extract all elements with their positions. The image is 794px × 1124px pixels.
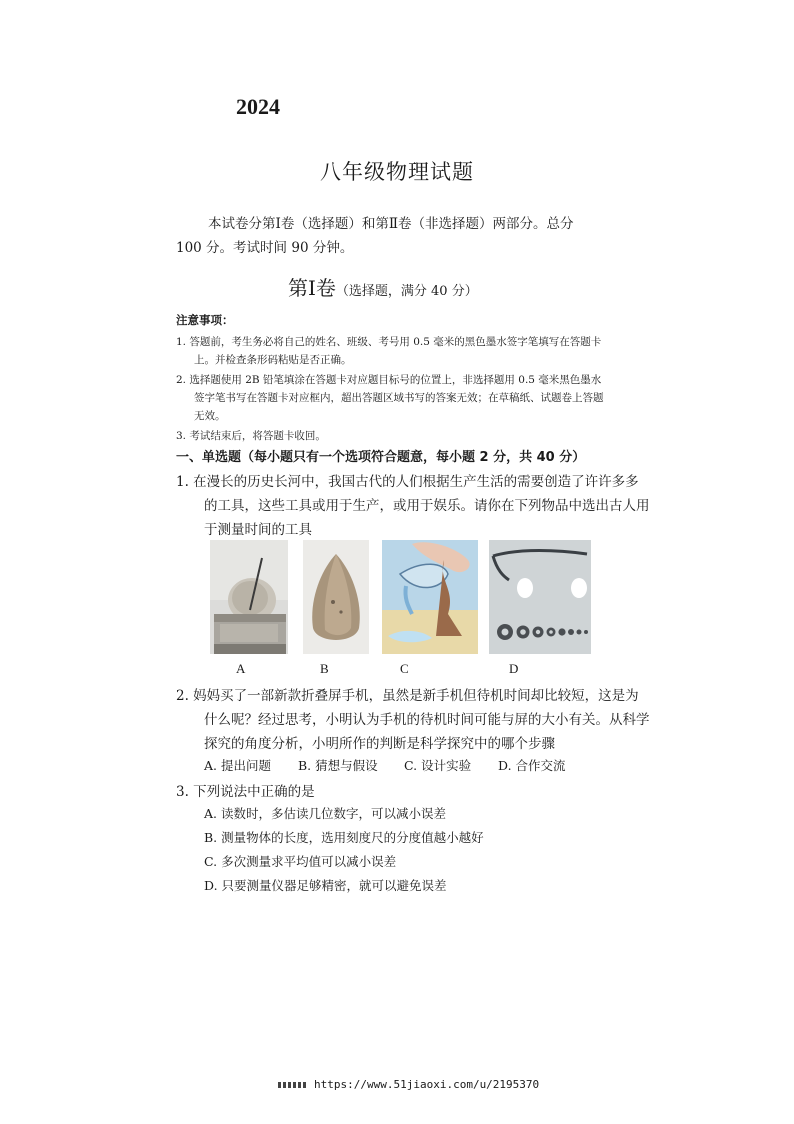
volume-heading bbox=[288, 272, 478, 301]
option-label-d: D bbox=[509, 661, 519, 676]
question-3-option: A. 读数时，多估读几位数字，可以减小误差 bbox=[204, 806, 446, 821]
question-2-option: D. 合作交流 bbox=[498, 758, 566, 773]
question-2-option: B. 猜想与假设 bbox=[298, 758, 378, 773]
footer-url[interactable]: https://www.51jiaoxi.com/u/2195370 bbox=[314, 1078, 540, 1091]
question-2-option: C. 设计实验 bbox=[404, 758, 472, 773]
question-1-line: 于测量时间的工具 bbox=[204, 522, 312, 538]
intro-line-2: 100 分。考试时间 90 分钟。 bbox=[176, 240, 354, 256]
notice-heading: 注意事项： bbox=[176, 313, 234, 327]
volume-main: 第Ⅰ卷 bbox=[288, 276, 336, 300]
question-3-stem: 3. 下列说法中正确的是 bbox=[176, 784, 315, 800]
option-label-c: C bbox=[400, 661, 409, 676]
xun-instrument-image bbox=[303, 540, 369, 654]
notice-line: 1. 答题前，考生务必将自己的姓名、班级、考号用 0.5 毫米的黑色墨水签字笔填写在答题卡 bbox=[176, 336, 602, 348]
watermark-logo-icon bbox=[278, 1082, 308, 1088]
notice-line: 签字笔书写在答题卡对应框内，超出答题区域书写的答案无效；在草稿纸、试题卷上答题 bbox=[194, 392, 604, 404]
notice-line: 上。并检查条形码粘贴是否正确。 bbox=[194, 354, 352, 366]
beads-image bbox=[489, 540, 591, 654]
question-3-option: C. 多次测量求平均值可以减小误差 bbox=[204, 854, 397, 869]
notice-line: 无效。 bbox=[194, 410, 226, 422]
option-label-b: B bbox=[320, 661, 329, 676]
question-1-line: 的工具，这些工具或用于生产，或用于娱乐。请你在下列物品中选出古人用 bbox=[204, 498, 650, 514]
question-3-option: B. 测量物体的长度，选用刻度尺的分度值越小越好 bbox=[204, 830, 484, 845]
question-2-line: 什么呢？经过思考，小明认为手机的待机时间可能与屏的大小有关。从科学 bbox=[204, 712, 650, 728]
notice-line: 2. 选择题使用 2B 铅笔填涂在答题卡对应题目标号的位置上，非选择题用 0.5 毫米黑色墨水 bbox=[176, 374, 602, 386]
question-1-line: 1. 在漫长的历史长河中，我国古代的人们根据生产生活的需要创造了许许多多 bbox=[176, 474, 639, 490]
question-2-line: 2. 妈妈买了一部新款折叠屏手机，虽然是新手机但待机时间却比较短，这是为 bbox=[176, 688, 639, 704]
sundial-image bbox=[210, 540, 288, 654]
intro-line-1: 本试卷分第Ⅰ卷（选择题）和第Ⅱ卷（非选择题）两部分。总分 bbox=[208, 216, 574, 232]
footer-watermark bbox=[278, 1078, 539, 1091]
option-label-a: A bbox=[236, 661, 246, 676]
section-heading: 一、单选题（每小题只有一个选项符合题意，每小题 2 分，共 40 分） bbox=[176, 450, 586, 465]
exam-year: 2024 bbox=[236, 94, 280, 119]
question-2-line: 探究的角度分析，小明所作的判断是科学探究中的哪个步骤 bbox=[204, 736, 555, 752]
water-clock-illustration bbox=[382, 540, 478, 654]
question-2-option: A. 提出问题 bbox=[204, 758, 271, 773]
notice-line: 3. 考试结束后，将答题卡收回。 bbox=[176, 430, 326, 442]
volume-sub: （选择题，满分 40 分） bbox=[335, 284, 478, 299]
question-3-option: D. 只要测量仪器足够精密，就可以避免误差 bbox=[204, 878, 447, 893]
exam-title: 八年级物理试题 bbox=[320, 160, 474, 184]
